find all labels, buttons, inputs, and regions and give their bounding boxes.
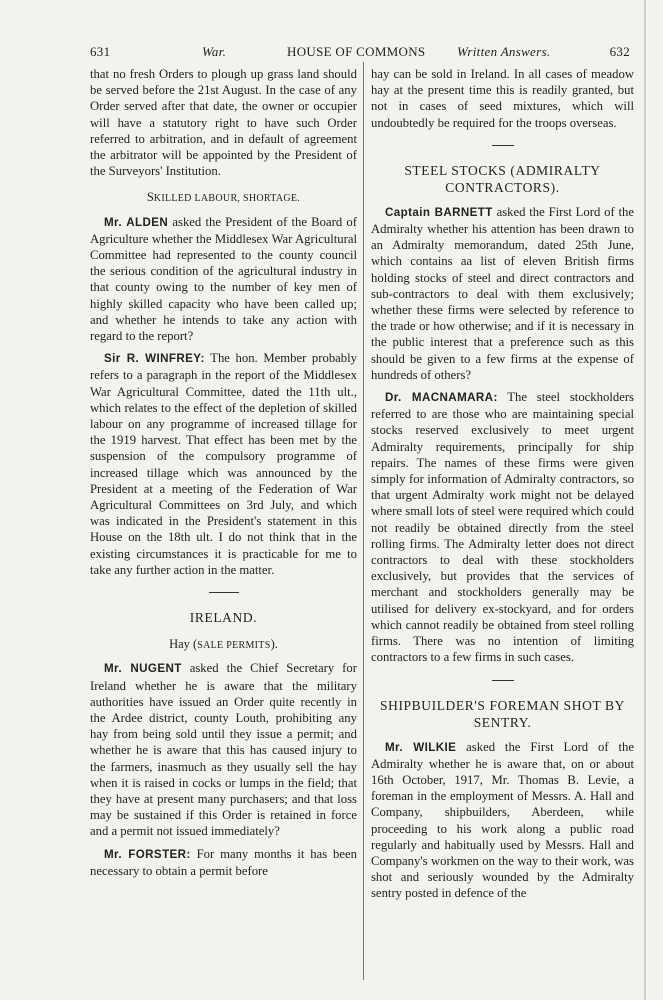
question-wilkie [371,739,634,902]
heading-steel-stocks: STEEL STOCKS (ADMIRALTY CONTRACTORS). [404,162,601,195]
heading-shipbuilder-foreman: SHIPBUILDER'S FOREMAN SHOT BY SENTRY. [380,697,625,730]
subheading-skilled-labour [90,189,357,207]
answer-forster [90,846,357,879]
speaker-name: Mr. ALDEN [104,215,169,229]
answer-text: The hon. Member probably refers to a paragraph in the report of the Middlesex War Agricultural Committee, dated the 11th ult., which relates to the effect of the depletion of skilled labour on any programme of increased tillage for the 1919 harvest. That effect has been met by the suspension of the compulsory programme of increased tillage which was announced by the President at a meeting of the Federation of War Agricultural Committees on 3rd July, and which was indicated in the President's statement in this House on the 18th ult. I do not think that in the existing circumstances it is practicable for me to take any further action in the matter. [90,351,358,577]
speaker-name: Sir R. WINFREY: [104,352,205,366]
question-text: asked the First Lord of the Admiralty whether his attention has been drawn to an Admiralty memorandum, dated 25th June, which contains aa list of eleven British firms holding stocks of steel and direct contractors and sub-contractors to deal with them exclusively; whether these firms were selected by reference to the trade or how otherwise; and if it is necessary in the public interest that a preference such as this should be given to a few firms at the expense of hundreds of others? [371,204,635,382]
speaker-name: Captain BARNETT [385,205,493,219]
heading-ireland: IRELAND. [189,610,258,626]
running-header [90,44,630,64]
question-text: asked the President of the Board of Agriculture whether the Middlesex War Agricultural Committee had represented to the county council the serious condition of the agricultural industry in that county owing to the number of key men of highly skilled capacity who have been called up; and whether he intends to take any action with regard to the report? [90,214,357,344]
subheading-rest: KILLED LABOUR, SHORTAGE. [153,193,301,205]
speaker-name: Mr. WILKIE [385,740,457,754]
continued-paragraph: hay can be sold in Ireland. In all cases of meadow hay at the present time this is readily granted, but not in cases of seed mixtures, which will undoubtedly be required for the troops overseas. [371,67,634,130]
answer-macnamara [371,389,634,665]
question-nugent [90,660,357,839]
question-text: asked the First Lord of the Admiralty whether he is aware that, on or about 16th October, 1917, Mr. Thomas B. Levie, a foreman in the employment of Messrs. A. Hall and Company, shipbuilders, Aberdeen, while proceeding to his work along a public road regularly and habitually used by Messrs. Hall and Company's workmen on the way to their work, was shot and seriously wounded by the Admiralty sentry posted in defence of the [371,739,634,901]
question-text: asked the Chief Secretary for Ireland whether he is aware that the military authorities have issued an Order quite recently in the Ardee district, county Louth, prohibiting any hay from being sold until they issue a permit; and whether he is aware that this has caused injury to the farmers, inasmuch as they usually sell the hay when it is raised in cocks or lumps in the field; that they have at present many purchasers; and that loss may be sustained if this Order is retained in force and a permit not issued immediately? [90,661,357,839]
subheading-part: ). [270,637,278,652]
continued-paragraph: that no fresh Orders to plough up grass land should be served before the 21st August. In the case of any Order served after that date, the owner or occupier will have a statutory right to have such Order referred to arbitration, and in default of agreement the arbitrator will be appointed by the President of the Surveyors' Institution. [90,67,357,179]
column-left [90,66,357,885]
answer-text: For many months it has been necessary to obtain a permit before [90,846,357,878]
page-number-left: 631 [90,44,111,59]
subheading-part: Hay ( [169,637,198,652]
page-edge [644,0,646,1000]
answer-winfrey [90,350,357,578]
section-rule [492,145,514,146]
section-label-left: War. [202,44,227,59]
publication-title: HOUSE OF COMMONS [287,44,426,59]
column-divider [363,62,364,980]
section-label-right: Written Answers. [457,44,551,59]
column-right [371,66,634,908]
answer-text: The steel stockholders referred to are those who are maintaining special stocks reserved exclusively to meet urgent Admiralty requirements, principally for ship repairs. The names of these firms were given simply for information of Admiralty contractors, so that urgent Admiralty work might not be delayed where small lots of steel were required which could not readily be obtained directly from the steel rolling firms. The Admiralty letter does not direct contractors to deal with these stockholders exclusively, but provides that the services of merchant and stockholders generally may be utilised for delivery ex-stockyard, and for orders which cannot readily be obtained from steel rolling firms. There was no intention of limiting contractors to a few firms in such cases. [371,390,634,665]
question-alden [90,214,357,345]
speaker-name: Dr. MACNAMARA: [385,391,498,405]
question-barnett [371,204,634,383]
speaker-name: Mr. FORSTER: [104,847,191,861]
page-number-right: 632 [609,44,630,59]
subheading-smallcaps: SALE PERMITS [197,640,271,652]
section-rule [492,680,514,681]
section-rule [209,592,239,593]
subheading-initial: S [146,190,154,205]
speaker-name: Mr. NUGENT [104,662,182,676]
subheading-hay-permits [90,636,357,654]
